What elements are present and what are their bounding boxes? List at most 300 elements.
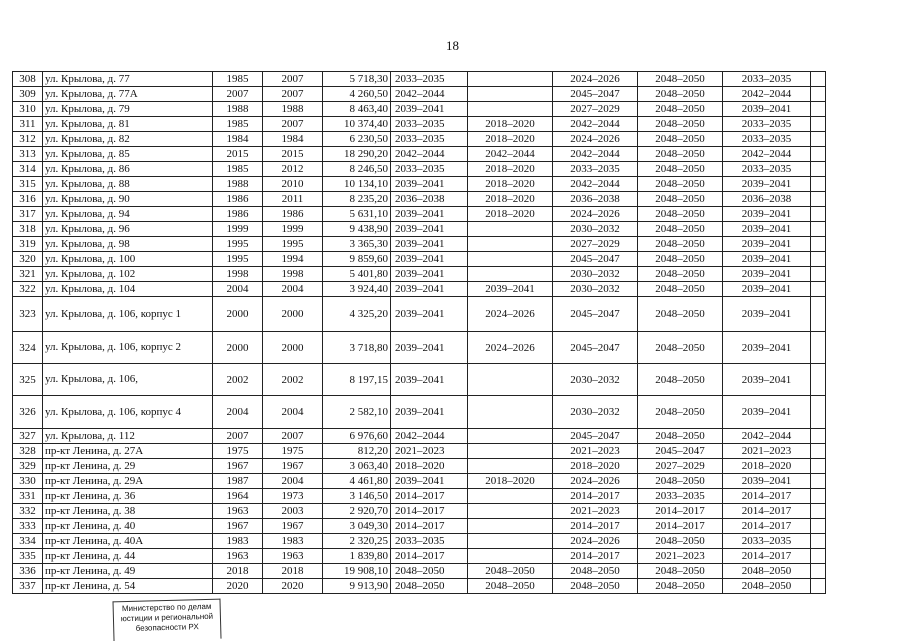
cell-period-2: 2048–2050 — [468, 564, 553, 579]
cell-area: 4 260,50 — [323, 87, 391, 102]
cell-area: 5 631,10 — [323, 207, 391, 222]
cell-year-built: 2007 — [213, 87, 263, 102]
cell-year-renovated: 2018 — [263, 564, 323, 579]
cell-area: 10 134,10 — [323, 177, 391, 192]
cell-period-5: 2033–2035 — [723, 132, 811, 147]
cell-period-3: 2027–2029 — [553, 102, 638, 117]
cell-address: ул. Крылова, д. 112 — [43, 429, 213, 444]
cell-period-2: 2018–2020 — [468, 474, 553, 489]
cell-period-2 — [468, 364, 553, 396]
cell-year-built: 1987 — [213, 474, 263, 489]
table-row — [13, 267, 826, 282]
table-row — [13, 444, 826, 459]
cell-period-3: 2014–2017 — [553, 519, 638, 534]
cell-address: ул. Крылова, д. 94 — [43, 207, 213, 222]
cell-address: пр-кт Ленина, д. 40А — [43, 534, 213, 549]
cell-number: 326 — [13, 396, 43, 429]
cell-empty — [811, 474, 826, 489]
cell-area: 2 920,70 — [323, 504, 391, 519]
cell-period-2 — [468, 252, 553, 267]
cell-period-4: 2048–2050 — [638, 267, 723, 282]
cell-area: 2 320,25 — [323, 534, 391, 549]
cell-year-renovated: 2000 — [263, 332, 323, 364]
cell-area: 3 924,40 — [323, 282, 391, 297]
cell-address: пр-кт Ленина, д. 29А — [43, 474, 213, 489]
cell-period-4: 2048–2050 — [638, 252, 723, 267]
cell-period-3: 2045–2047 — [553, 87, 638, 102]
table-row — [13, 282, 826, 297]
cell-number: 337 — [13, 579, 43, 594]
cell-area: 3 365,30 — [323, 237, 391, 252]
cell-empty — [811, 237, 826, 252]
cell-empty — [811, 429, 826, 444]
cell-year-built: 1985 — [213, 72, 263, 87]
cell-period-1: 2042–2044 — [391, 147, 468, 162]
cell-period-5: 2039–2041 — [723, 252, 811, 267]
cell-period-1: 2039–2041 — [391, 332, 468, 364]
cell-period-1: 2039–2041 — [391, 297, 468, 332]
cell-period-4: 2021–2023 — [638, 549, 723, 564]
cell-year-built: 2007 — [213, 429, 263, 444]
cell-year-built: 1963 — [213, 549, 263, 564]
cell-address: пр-кт Ленина, д. 38 — [43, 504, 213, 519]
table-row — [13, 519, 826, 534]
cell-area: 812,20 — [323, 444, 391, 459]
cell-period-3: 2042–2044 — [553, 117, 638, 132]
cell-year-renovated: 1994 — [263, 252, 323, 267]
cell-period-4: 2048–2050 — [638, 396, 723, 429]
cell-period-5: 2039–2041 — [723, 102, 811, 117]
cell-number: 333 — [13, 519, 43, 534]
cell-number: 329 — [13, 459, 43, 474]
cell-number: 321 — [13, 267, 43, 282]
table-row — [13, 579, 826, 594]
table-row — [13, 459, 826, 474]
cell-period-5: 2033–2035 — [723, 534, 811, 549]
cell-year-renovated: 2000 — [263, 297, 323, 332]
cell-year-renovated: 2012 — [263, 162, 323, 177]
table-row — [13, 332, 826, 364]
cell-period-1: 2039–2041 — [391, 177, 468, 192]
table-row — [13, 87, 826, 102]
cell-empty — [811, 364, 826, 396]
cell-year-renovated: 1986 — [263, 207, 323, 222]
cell-empty — [811, 459, 826, 474]
cell-number: 308 — [13, 72, 43, 87]
cell-year-built: 1975 — [213, 444, 263, 459]
cell-area: 1 839,80 — [323, 549, 391, 564]
cell-number: 319 — [13, 237, 43, 252]
cell-area: 19 908,10 — [323, 564, 391, 579]
cell-period-1: 2042–2044 — [391, 429, 468, 444]
cell-year-renovated: 2004 — [263, 474, 323, 489]
cell-period-3: 2014–2017 — [553, 549, 638, 564]
cell-period-2: 2018–2020 — [468, 207, 553, 222]
table-row — [13, 117, 826, 132]
cell-period-5: 2039–2041 — [723, 177, 811, 192]
cell-period-3: 2021–2023 — [553, 444, 638, 459]
cell-period-1: 2033–2035 — [391, 132, 468, 147]
cell-period-3: 2014–2017 — [553, 489, 638, 504]
cell-address: ул. Крылова, д. 86 — [43, 162, 213, 177]
cell-period-3: 2024–2026 — [553, 132, 638, 147]
cell-year-renovated: 2015 — [263, 147, 323, 162]
cell-period-2: 2018–2020 — [468, 192, 553, 207]
stamp-line-3: безопасности РХ — [135, 622, 199, 633]
cell-address: ул. Крылова, д. 88 — [43, 177, 213, 192]
cell-year-renovated: 2004 — [263, 282, 323, 297]
cell-area: 8 246,50 — [323, 162, 391, 177]
cell-address: пр-кт Ленина, д. 54 — [43, 579, 213, 594]
cell-area: 3 146,50 — [323, 489, 391, 504]
cell-period-3: 2045–2047 — [553, 297, 638, 332]
cell-period-2 — [468, 549, 553, 564]
cell-period-1: 2014–2017 — [391, 489, 468, 504]
cell-period-2 — [468, 429, 553, 444]
cell-period-4: 2048–2050 — [638, 102, 723, 117]
cell-period-1: 2039–2041 — [391, 102, 468, 117]
cell-period-1: 2039–2041 — [391, 474, 468, 489]
cell-year-renovated: 1999 — [263, 222, 323, 237]
cell-period-2: 2042–2044 — [468, 147, 553, 162]
cell-area: 9 859,60 — [323, 252, 391, 267]
cell-year-built: 1985 — [213, 162, 263, 177]
cell-period-3: 2030–2032 — [553, 222, 638, 237]
cell-period-1: 2014–2017 — [391, 519, 468, 534]
cell-period-3: 2048–2050 — [553, 564, 638, 579]
cell-address: ул. Крылова, д. 106, корпус 2 — [43, 332, 213, 364]
cell-period-1: 2039–2041 — [391, 364, 468, 396]
cell-period-2: 2018–2020 — [468, 132, 553, 147]
cell-period-1: 2033–2035 — [391, 534, 468, 549]
table-row — [13, 474, 826, 489]
cell-year-renovated: 1988 — [263, 102, 323, 117]
cell-period-2 — [468, 534, 553, 549]
cell-period-5: 2039–2041 — [723, 237, 811, 252]
cell-number: 317 — [13, 207, 43, 222]
cell-address: ул. Крылова, д. 98 — [43, 237, 213, 252]
cell-period-4: 2048–2050 — [638, 177, 723, 192]
table-row — [13, 396, 826, 429]
cell-year-renovated: 2004 — [263, 396, 323, 429]
cell-period-4: 2048–2050 — [638, 579, 723, 594]
cell-period-4: 2045–2047 — [638, 444, 723, 459]
cell-empty — [811, 396, 826, 429]
cell-period-1: 2039–2041 — [391, 222, 468, 237]
table-row — [13, 207, 826, 222]
cell-address: ул. Крылова, д. 96 — [43, 222, 213, 237]
cell-period-5: 2048–2050 — [723, 564, 811, 579]
cell-period-5: 2039–2041 — [723, 332, 811, 364]
cell-period-4: 2048–2050 — [638, 237, 723, 252]
cell-year-built: 1967 — [213, 459, 263, 474]
cell-area: 2 582,10 — [323, 396, 391, 429]
cell-period-2 — [468, 222, 553, 237]
cell-number: 330 — [13, 474, 43, 489]
cell-period-1: 2039–2041 — [391, 396, 468, 429]
cell-period-3: 2045–2047 — [553, 429, 638, 444]
cell-number: 313 — [13, 147, 43, 162]
cell-address: ул. Крылова, д. 79 — [43, 102, 213, 117]
cell-period-3: 2045–2047 — [553, 332, 638, 364]
cell-address: ул. Крылова, д. 77А — [43, 87, 213, 102]
cell-period-3: 2030–2032 — [553, 282, 638, 297]
table-row — [13, 549, 826, 564]
cell-period-2 — [468, 87, 553, 102]
cell-year-built: 1988 — [213, 177, 263, 192]
table-row — [13, 429, 826, 444]
cell-period-3: 2030–2032 — [553, 396, 638, 429]
cell-empty — [811, 564, 826, 579]
cell-period-3: 2048–2050 — [553, 579, 638, 594]
cell-empty — [811, 444, 826, 459]
cell-period-4: 2048–2050 — [638, 192, 723, 207]
cell-empty — [811, 132, 826, 147]
cell-year-built: 2000 — [213, 332, 263, 364]
cell-period-2 — [468, 489, 553, 504]
cell-address: ул. Крылова, д. 77 — [43, 72, 213, 87]
cell-period-4: 2048–2050 — [638, 429, 723, 444]
cell-address: пр-кт Ленина, д. 40 — [43, 519, 213, 534]
cell-area: 5 401,80 — [323, 267, 391, 282]
cell-empty — [811, 117, 826, 132]
cell-area: 9 438,90 — [323, 222, 391, 237]
cell-period-2 — [468, 102, 553, 117]
cell-period-1: 2048–2050 — [391, 564, 468, 579]
cell-period-3: 2033–2035 — [553, 162, 638, 177]
cell-year-renovated: 2007 — [263, 72, 323, 87]
cell-period-1: 2014–2017 — [391, 504, 468, 519]
cell-period-3: 2024–2026 — [553, 474, 638, 489]
cell-period-1: 2039–2041 — [391, 267, 468, 282]
cell-period-2: 2018–2020 — [468, 117, 553, 132]
table-row — [13, 222, 826, 237]
cell-period-5: 2042–2044 — [723, 147, 811, 162]
cell-empty — [811, 147, 826, 162]
cell-period-3: 2018–2020 — [553, 459, 638, 474]
cell-period-2 — [468, 504, 553, 519]
cell-period-3: 2030–2032 — [553, 267, 638, 282]
cell-number: 312 — [13, 132, 43, 147]
cell-period-4: 2048–2050 — [638, 564, 723, 579]
cell-period-3: 2042–2044 — [553, 177, 638, 192]
cell-empty — [811, 504, 826, 519]
cell-number: 327 — [13, 429, 43, 444]
cell-number: 328 — [13, 444, 43, 459]
cell-year-built: 1983 — [213, 534, 263, 549]
cell-area: 8 463,40 — [323, 102, 391, 117]
cell-period-1: 2039–2041 — [391, 237, 468, 252]
cell-number: 318 — [13, 222, 43, 237]
cell-period-2 — [468, 72, 553, 87]
cell-year-renovated: 1983 — [263, 534, 323, 549]
cell-number: 320 — [13, 252, 43, 267]
cell-period-4: 2048–2050 — [638, 87, 723, 102]
cell-year-renovated: 2007 — [263, 429, 323, 444]
table-row — [13, 177, 826, 192]
cell-year-renovated: 1975 — [263, 444, 323, 459]
cell-address: ул. Крылова, д. 106, корпус 1 — [43, 297, 213, 332]
cell-year-renovated: 1998 — [263, 267, 323, 282]
cell-period-4: 2048–2050 — [638, 474, 723, 489]
cell-empty — [811, 87, 826, 102]
cell-year-renovated: 1967 — [263, 459, 323, 474]
cell-empty — [811, 102, 826, 117]
table-row — [13, 364, 826, 396]
table-body — [13, 72, 826, 594]
cell-year-built: 1984 — [213, 132, 263, 147]
table-row — [13, 72, 826, 87]
cell-area: 9 913,90 — [323, 579, 391, 594]
cell-period-2 — [468, 267, 553, 282]
cell-period-1: 2014–2017 — [391, 549, 468, 564]
cell-period-4: 2048–2050 — [638, 332, 723, 364]
cell-empty — [811, 192, 826, 207]
cell-address: пр-кт Ленина, д. 36 — [43, 489, 213, 504]
cell-period-3: 2021–2023 — [553, 504, 638, 519]
cell-empty — [811, 162, 826, 177]
cell-period-1: 2033–2035 — [391, 72, 468, 87]
cell-period-2: 2024–2026 — [468, 332, 553, 364]
cell-year-built: 1995 — [213, 237, 263, 252]
cell-area: 5 718,30 — [323, 72, 391, 87]
cell-period-5: 2014–2017 — [723, 489, 811, 504]
cell-empty — [811, 252, 826, 267]
cell-period-1: 2039–2041 — [391, 207, 468, 222]
cell-period-1: 2042–2044 — [391, 87, 468, 102]
cell-period-1: 2039–2041 — [391, 252, 468, 267]
page-number: 18 — [446, 38, 459, 53]
table-row — [13, 162, 826, 177]
cell-empty — [811, 519, 826, 534]
cell-period-5: 2048–2050 — [723, 579, 811, 594]
cell-area: 18 290,20 — [323, 147, 391, 162]
cell-year-built: 2004 — [213, 396, 263, 429]
cell-year-renovated: 2020 — [263, 579, 323, 594]
cell-number: 334 — [13, 534, 43, 549]
cell-period-1: 2018–2020 — [391, 459, 468, 474]
cell-address: ул. Крылова, д. 106, — [43, 364, 213, 396]
cell-period-3: 2045–2047 — [553, 252, 638, 267]
cell-period-4: 2014–2017 — [638, 504, 723, 519]
cell-period-4: 2014–2017 — [638, 519, 723, 534]
cell-period-4: 2048–2050 — [638, 222, 723, 237]
cell-year-built: 1967 — [213, 519, 263, 534]
cell-number: 323 — [13, 297, 43, 332]
cell-year-renovated: 1995 — [263, 237, 323, 252]
table-row — [13, 504, 826, 519]
cell-number: 316 — [13, 192, 43, 207]
cell-period-5: 2033–2035 — [723, 162, 811, 177]
cell-empty — [811, 207, 826, 222]
cell-period-5: 2039–2041 — [723, 474, 811, 489]
cell-address: пр-кт Ленина, д. 27А — [43, 444, 213, 459]
cell-period-5: 2033–2035 — [723, 117, 811, 132]
cell-year-renovated: 2011 — [263, 192, 323, 207]
cell-address: ул. Крылова, д. 90 — [43, 192, 213, 207]
cell-year-built: 1985 — [213, 117, 263, 132]
cell-period-5: 2014–2017 — [723, 519, 811, 534]
cell-year-built: 2002 — [213, 364, 263, 396]
cell-period-5: 2036–2038 — [723, 192, 811, 207]
cell-year-built: 2015 — [213, 147, 263, 162]
cell-year-built: 1986 — [213, 192, 263, 207]
cell-number: 311 — [13, 117, 43, 132]
cell-period-5: 2039–2041 — [723, 282, 811, 297]
cell-period-5: 2042–2044 — [723, 429, 811, 444]
cell-number: 331 — [13, 489, 43, 504]
cell-number: 315 — [13, 177, 43, 192]
cell-period-3: 2024–2026 — [553, 534, 638, 549]
cell-period-2: 2039–2041 — [468, 282, 553, 297]
cell-area: 3 049,30 — [323, 519, 391, 534]
cell-period-5: 2014–2017 — [723, 549, 811, 564]
cell-empty — [811, 534, 826, 549]
cell-empty — [811, 332, 826, 364]
cell-empty — [811, 579, 826, 594]
cell-address: ул. Крылова, д. 81 — [43, 117, 213, 132]
cell-period-4: 2027–2029 — [638, 459, 723, 474]
table-row — [13, 132, 826, 147]
cell-empty — [811, 267, 826, 282]
cell-period-5: 2033–2035 — [723, 72, 811, 87]
cell-empty — [811, 489, 826, 504]
cell-period-5: 2039–2041 — [723, 396, 811, 429]
cell-period-4: 2048–2050 — [638, 147, 723, 162]
cell-address: пр-кт Ленина, д. 29 — [43, 459, 213, 474]
cell-period-5: 2039–2041 — [723, 222, 811, 237]
cell-period-3: 2024–2026 — [553, 72, 638, 87]
cell-period-2 — [468, 519, 553, 534]
cell-year-built: 1995 — [213, 252, 263, 267]
cell-period-4: 2048–2050 — [638, 534, 723, 549]
cell-year-built: 1964 — [213, 489, 263, 504]
cell-period-5: 2018–2020 — [723, 459, 811, 474]
cell-period-4: 2048–2050 — [638, 117, 723, 132]
cell-empty — [811, 297, 826, 332]
housing-registry-table — [12, 71, 826, 594]
cell-empty — [811, 282, 826, 297]
cell-period-2: 2018–2020 — [468, 177, 553, 192]
cell-period-4: 2048–2050 — [638, 72, 723, 87]
cell-year-built: 1998 — [213, 267, 263, 282]
cell-period-4: 2048–2050 — [638, 162, 723, 177]
cell-period-1: 2021–2023 — [391, 444, 468, 459]
cell-number: 336 — [13, 564, 43, 579]
cell-period-4: 2048–2050 — [638, 132, 723, 147]
cell-address: ул. Крылова, д. 104 — [43, 282, 213, 297]
table-row — [13, 564, 826, 579]
cell-year-built: 1963 — [213, 504, 263, 519]
cell-address: ул. Крылова, д. 102 — [43, 267, 213, 282]
cell-period-4: 2048–2050 — [638, 297, 723, 332]
cell-year-built: 2020 — [213, 579, 263, 594]
cell-period-5: 2042–2044 — [723, 87, 811, 102]
cell-number: 325 — [13, 364, 43, 396]
cell-period-1: 2039–2041 — [391, 282, 468, 297]
table-row — [13, 534, 826, 549]
cell-number: 335 — [13, 549, 43, 564]
cell-year-renovated: 2003 — [263, 504, 323, 519]
cell-area: 6 230,50 — [323, 132, 391, 147]
cell-period-1: 2048–2050 — [391, 579, 468, 594]
cell-period-1: 2033–2035 — [391, 162, 468, 177]
cell-address: пр-кт Ленина, д. 49 — [43, 564, 213, 579]
cell-address: ул. Крылова, д. 106, корпус 4 — [43, 396, 213, 429]
cell-period-5: 2039–2041 — [723, 297, 811, 332]
table-row — [13, 252, 826, 267]
cell-period-2: 2018–2020 — [468, 162, 553, 177]
